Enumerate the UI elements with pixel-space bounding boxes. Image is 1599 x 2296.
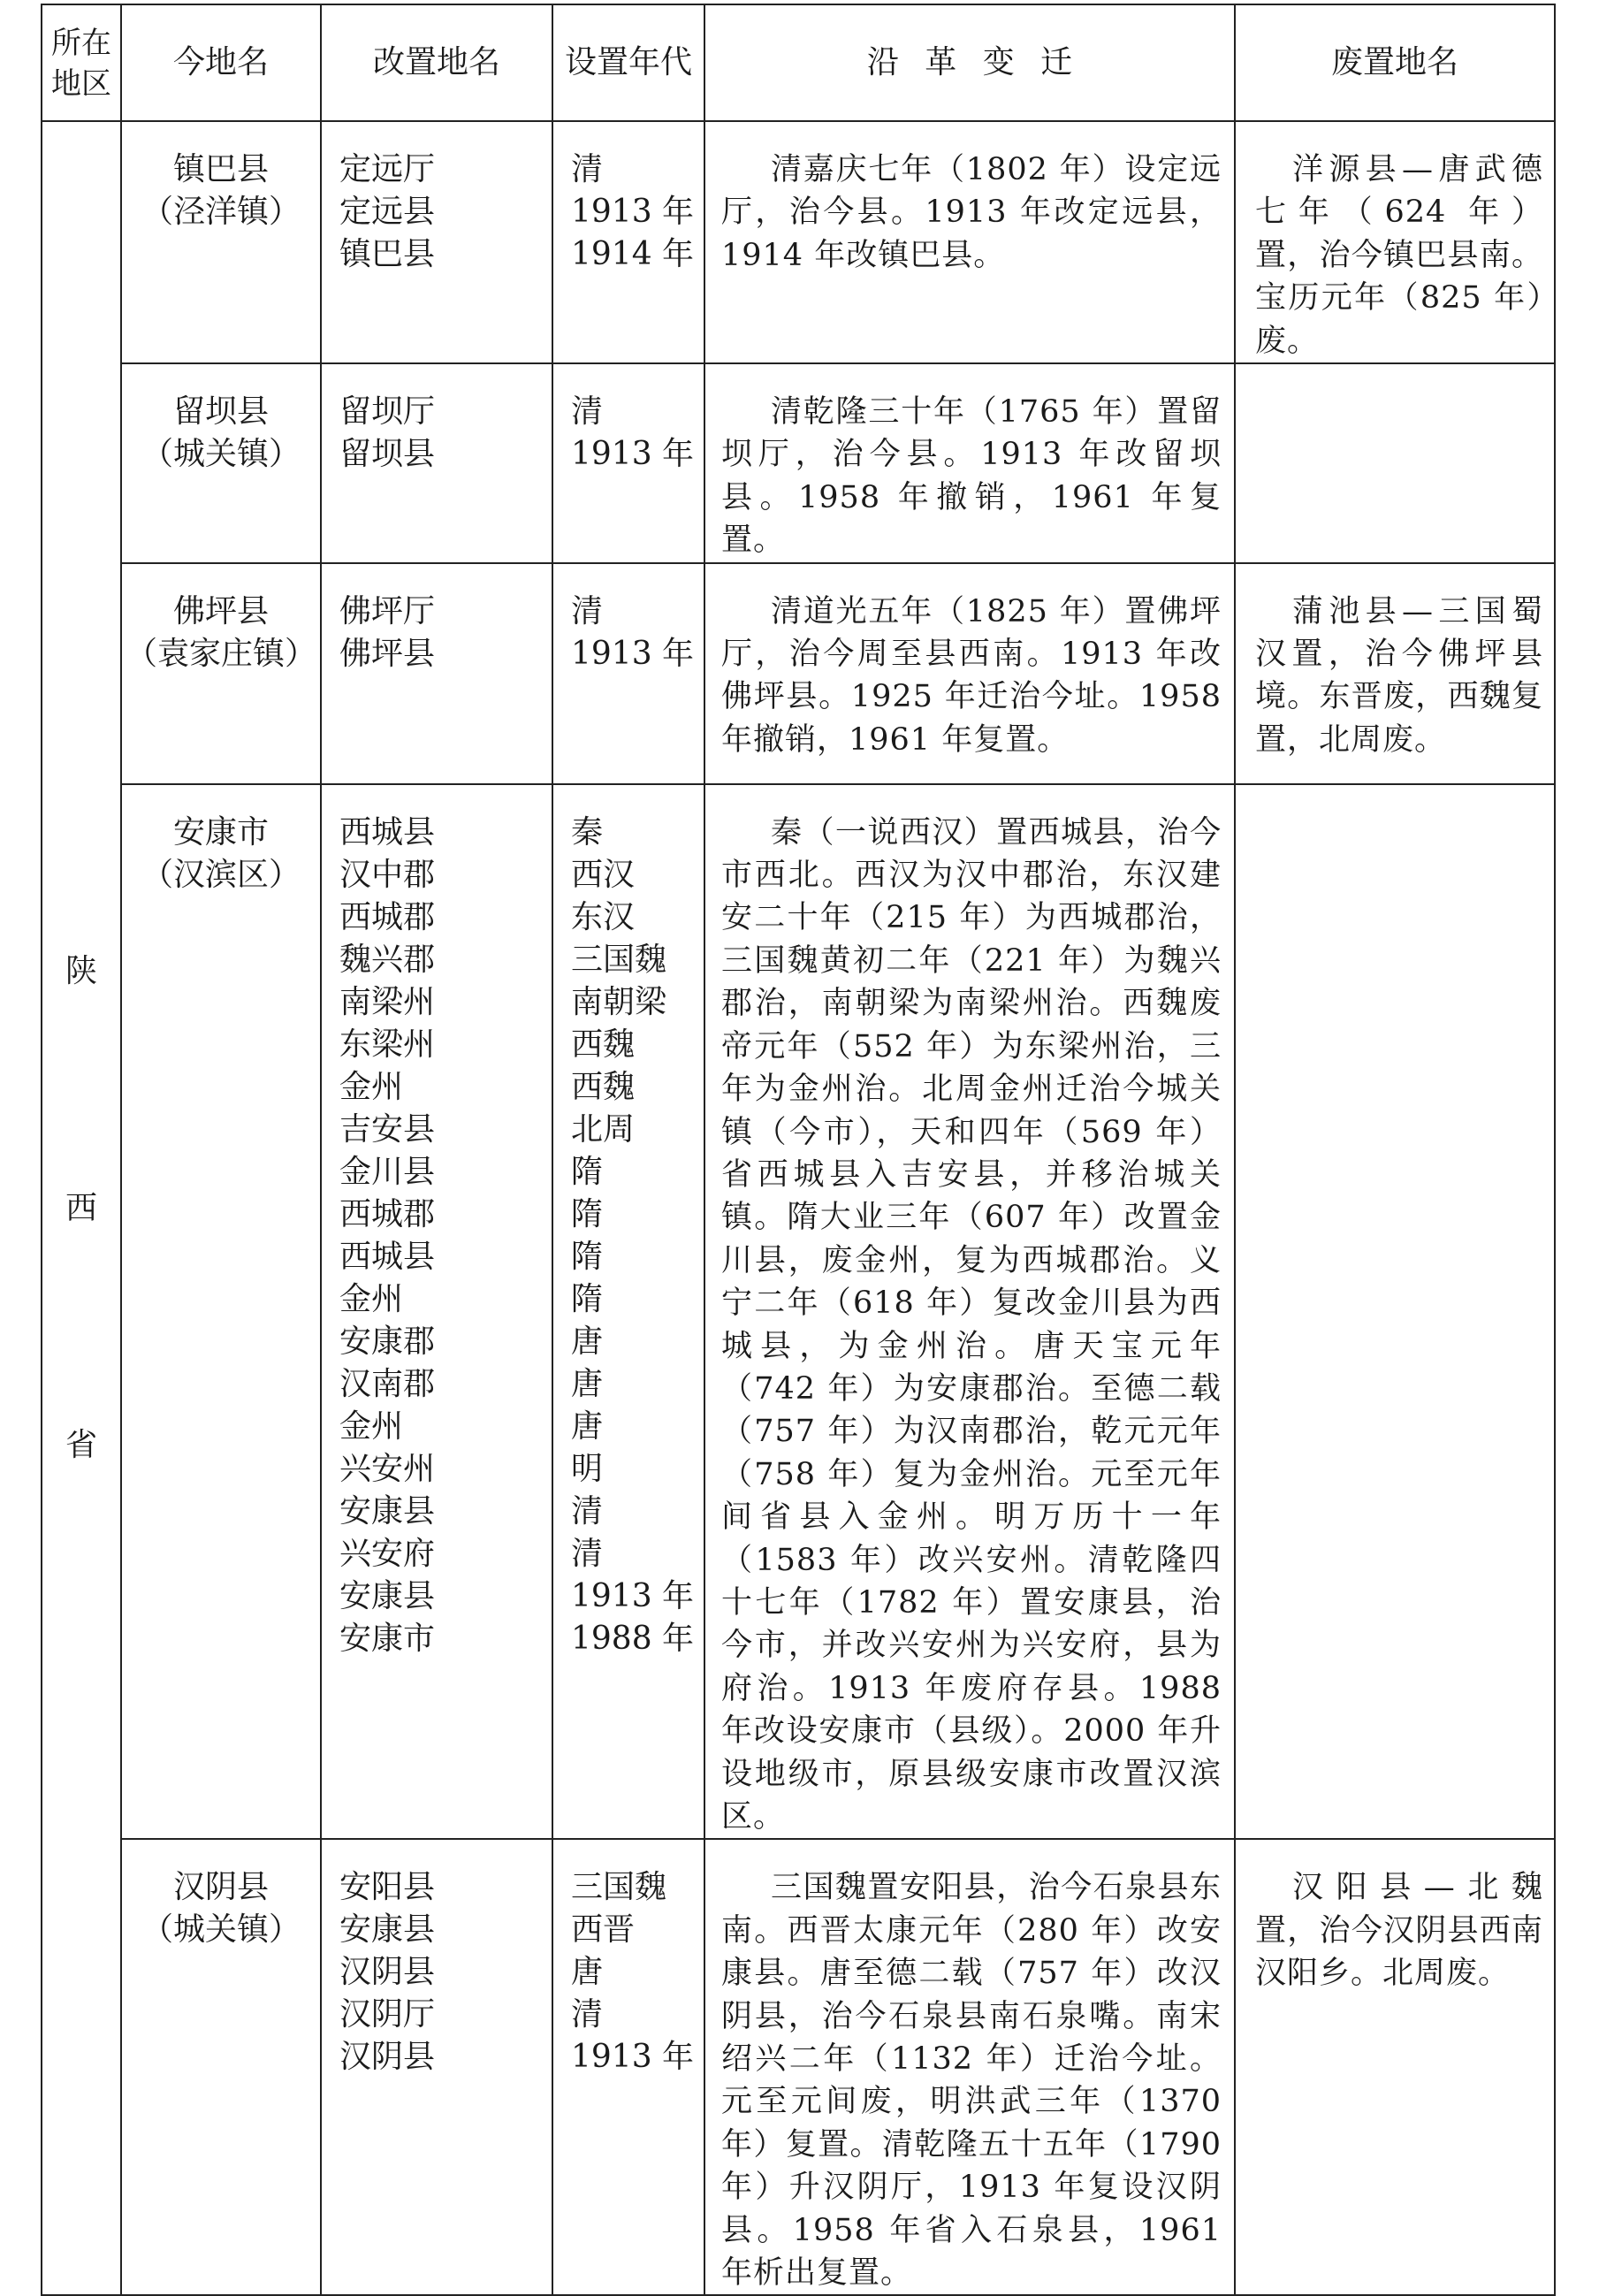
era-cell-line: 明 <box>571 1450 604 1487</box>
renamed-cell-line: 留坝厅 <box>339 393 436 431</box>
modern-name-cell <box>121 784 321 1840</box>
renamed-cell <box>321 784 552 1840</box>
region-label <box>42 954 120 1463</box>
era-cell-line: 隋 <box>571 1153 604 1190</box>
era-cell-line: 1913 年 <box>571 1577 695 1614</box>
era-cell-line: 1913 年 <box>571 2039 695 2076</box>
renamed-cell-line: 南梁州 <box>339 983 436 1020</box>
table-row <box>42 363 1555 563</box>
renamed-cell-line: 金川县 <box>339 1153 436 1190</box>
region-char: 西 <box>65 1189 97 1226</box>
era-cell-line: 清 <box>571 393 604 431</box>
era-cell-line: 东汉 <box>571 898 636 935</box>
era-cell-line: 南朝梁 <box>571 983 667 1020</box>
era-cell <box>552 563 704 784</box>
region-char: 省 <box>65 1426 97 1463</box>
renamed-cell-line: 西城县 <box>339 813 436 851</box>
table-row <box>42 121 1555 363</box>
renamed-cell-line: 安康县 <box>339 1492 436 1529</box>
modern-name-cell-line: 汉阴县 <box>172 1869 269 1906</box>
abolished-cell: 洋源县—唐武德七年（624 年）置，治今镇巴县南。宝历元年（825 年）废。 <box>1235 121 1555 363</box>
header-region-line-2: 地区 <box>51 66 111 102</box>
era-cell-line: 清 <box>571 1535 604 1572</box>
renamed-cell <box>321 363 552 563</box>
modern-name-cell-line: 留坝县 <box>172 393 269 431</box>
renamed-cell-line: 安康郡 <box>339 1323 436 1360</box>
renamed-cell-line: 金州 <box>339 1068 404 1105</box>
era-cell-line: 隋 <box>571 1238 604 1275</box>
era-cell-line: 唐 <box>571 1954 604 1991</box>
header-modern: 今地名 <box>121 4 321 121</box>
renamed-cell-line: 汉阴县 <box>339 2039 436 2076</box>
header-row <box>42 4 1555 121</box>
era-cell-line: 清 <box>571 1996 604 2033</box>
renamed-cell-line: 汉中郡 <box>339 856 436 893</box>
modern-name-cell-line: （城关镇） <box>141 436 301 473</box>
renamed-cell-line: 安康县 <box>339 1911 436 1949</box>
renamed-cell-line: 镇巴县 <box>339 236 436 272</box>
modern-name-cell <box>121 1839 321 2295</box>
renamed-cell-line: 魏兴郡 <box>339 941 436 978</box>
renamed-cell-line: 吉安县 <box>339 1110 436 1148</box>
header-renamed: 改置地名 <box>321 4 552 121</box>
modern-name-cell-line: （袁家庄镇） <box>125 635 316 672</box>
history-cell: 三国魏置安阳县，治今石泉县东南。西晋太康元年（280 年）改安康县。唐至德二载（757 年）改汉阴县，治今石泉县南石泉嘴。南宋绍兴二年（1132 年）迁治今址。元至元间废，明洪武三年（1370 年）复置。清乾隆五十五年（1790 年）升汉阴厅，1913 年复设汉阴县。1958 年省入石泉县，1961 年析出复置。 <box>704 1839 1235 2295</box>
modern-name-cell-line: （城关镇） <box>141 1911 301 1949</box>
header-history: 沿 革 变 迁 <box>704 4 1235 121</box>
era-cell-line: 1913 年 <box>571 194 695 230</box>
renamed-cell-line: 佛坪厅 <box>339 592 436 629</box>
renamed-cell-line: 安康县 <box>339 1577 436 1614</box>
region-char: 陕 <box>65 952 97 989</box>
modern-name-cell <box>121 363 321 563</box>
modern-name-cell <box>121 563 321 784</box>
history-cell: 清乾隆三十年（1765 年）置留坝厅，治今县。1913 年改留坝县。1958 年撤销，1961 年复置。 <box>704 363 1235 563</box>
renamed-cell-line: 安阳县 <box>339 1869 436 1906</box>
era-cell-line: 北周 <box>571 1110 636 1148</box>
header-region-line-1: 所在 <box>51 26 111 61</box>
era-cell <box>552 363 704 563</box>
renamed-cell-line: 西城郡 <box>339 898 436 935</box>
renamed-cell-line: 定远县 <box>339 194 436 230</box>
history-cell: 清道光五年（1825 年）置佛坪厅，治今周至县西南。1913 年改佛坪县。1925 年迁治今址。1958 年撤销，1961 年复置。 <box>704 563 1235 784</box>
era-cell <box>552 1839 704 2295</box>
renamed-cell-line: 西城郡 <box>339 1195 436 1232</box>
renamed-cell <box>321 563 552 784</box>
era-cell-line: 清 <box>571 1492 604 1529</box>
era-cell-line: 唐 <box>571 1323 604 1360</box>
era-cell-line: 1913 年 <box>571 635 695 672</box>
era-cell-line: 三国魏 <box>571 941 667 978</box>
header-era: 设置年代 <box>552 4 704 121</box>
era-cell-line: 清 <box>571 151 604 187</box>
header-region <box>42 4 121 121</box>
era-cell-line: 西魏 <box>571 1068 636 1105</box>
region-cell <box>42 121 121 2295</box>
modern-name-cell-line: 佛坪县 <box>172 592 269 629</box>
modern-name-cell <box>121 121 321 363</box>
modern-name-cell-line: 安康市 <box>172 813 269 851</box>
renamed-cell-line: 安康市 <box>339 1620 436 1657</box>
abolished-cell <box>1235 363 1555 563</box>
renamed-cell <box>321 121 552 363</box>
era-cell-line: 西晋 <box>571 1911 636 1949</box>
renamed-cell-line: 定远厅 <box>339 151 436 187</box>
era-cell-line: 1914 年 <box>571 236 695 272</box>
era-cell-line: 隋 <box>571 1195 604 1232</box>
era-cell-line: 唐 <box>571 1365 604 1402</box>
renamed-cell-line: 汉阴厅 <box>339 1996 436 2033</box>
era-cell-line: 清 <box>571 592 604 629</box>
renamed-cell-line: 留坝县 <box>339 436 436 473</box>
era-cell-line: 西汉 <box>571 856 636 893</box>
renamed-cell-line: 兴安州 <box>339 1450 436 1487</box>
era-cell <box>552 784 704 1840</box>
renamed-cell <box>321 1839 552 2295</box>
abolished-cell: 蒲池县—三国蜀汉置，治今佛坪县境。东晋废，西魏复置，北周废。 <box>1235 563 1555 784</box>
era-cell-line: 秦 <box>571 813 604 851</box>
gazetteer-table <box>41 4 1556 2296</box>
renamed-cell-line: 汉南郡 <box>339 1365 436 1402</box>
modern-name-cell-line: （汉滨区） <box>141 856 301 893</box>
history-cell: 秦（一说西汉）置西城县，治今市西北。西汉为汉中郡治，东汉建安二十年（215 年）为西城郡治，三国魏黄初二年（221 年）为魏兴郡治，南朝梁为南梁州治。西魏废帝元年（552 年）为东梁州治，三年为金州治。北周金州迁治今城关镇（今市），天和四年（569 年）省西城县入吉安县，并移治城关镇。隋大业三年（607 年）改置金川县，废金州，复为西城郡治。义宁二年（618 年）复改金川县为西城县，为金州治。唐天宝元年（742 年）为安康郡治。至德二载（757 年）为汉南郡治，乾元元年（758 年）复为金州治。元至元年间省县入金州。明万历十一年（1583 年）改兴安州。清乾隆四十七年（1782 年）置安康县，治今市，并改兴安州为兴安府，县为府治。1913 年废府存县。1988 年改设安康市（县级）。2000 年升设地级市，原县级安康市改置汉滨区。 <box>704 784 1235 1840</box>
renamed-cell-line: 金州 <box>339 1280 404 1317</box>
header-abolished: 废置地名 <box>1235 4 1555 121</box>
renamed-cell-line: 东梁州 <box>339 1026 436 1063</box>
modern-name-cell-line: 镇巴县 <box>172 151 269 187</box>
era-cell <box>552 121 704 363</box>
renamed-cell-line: 西城县 <box>339 1238 436 1275</box>
era-cell-line: 1988 年 <box>571 1620 695 1657</box>
table-row <box>42 563 1555 784</box>
era-cell-line: 1913 年 <box>571 436 695 473</box>
abolished-cell: 汉阳县—北魏置，治今汉阴县西南汉阳乡。北周废。 <box>1235 1839 1555 2295</box>
renamed-cell-line: 兴安府 <box>339 1535 436 1572</box>
table-row <box>42 784 1555 1840</box>
renamed-cell-line: 金州 <box>339 1407 404 1445</box>
abolished-cell <box>1235 784 1555 1840</box>
era-cell-line: 唐 <box>571 1407 604 1445</box>
renamed-cell-line: 佛坪县 <box>339 635 436 672</box>
era-cell-line: 隋 <box>571 1280 604 1317</box>
era-cell-line: 三国魏 <box>571 1869 667 1906</box>
history-cell: 清嘉庆七年（1802 年）设定远厅，治今县。1913 年改定远县，1914 年改镇巴县。 <box>704 121 1235 363</box>
era-cell-line: 西魏 <box>571 1026 636 1063</box>
modern-name-cell-line: （泾洋镇） <box>141 194 301 230</box>
table-row <box>42 1839 1555 2295</box>
renamed-cell-line: 汉阴县 <box>339 1954 436 1991</box>
